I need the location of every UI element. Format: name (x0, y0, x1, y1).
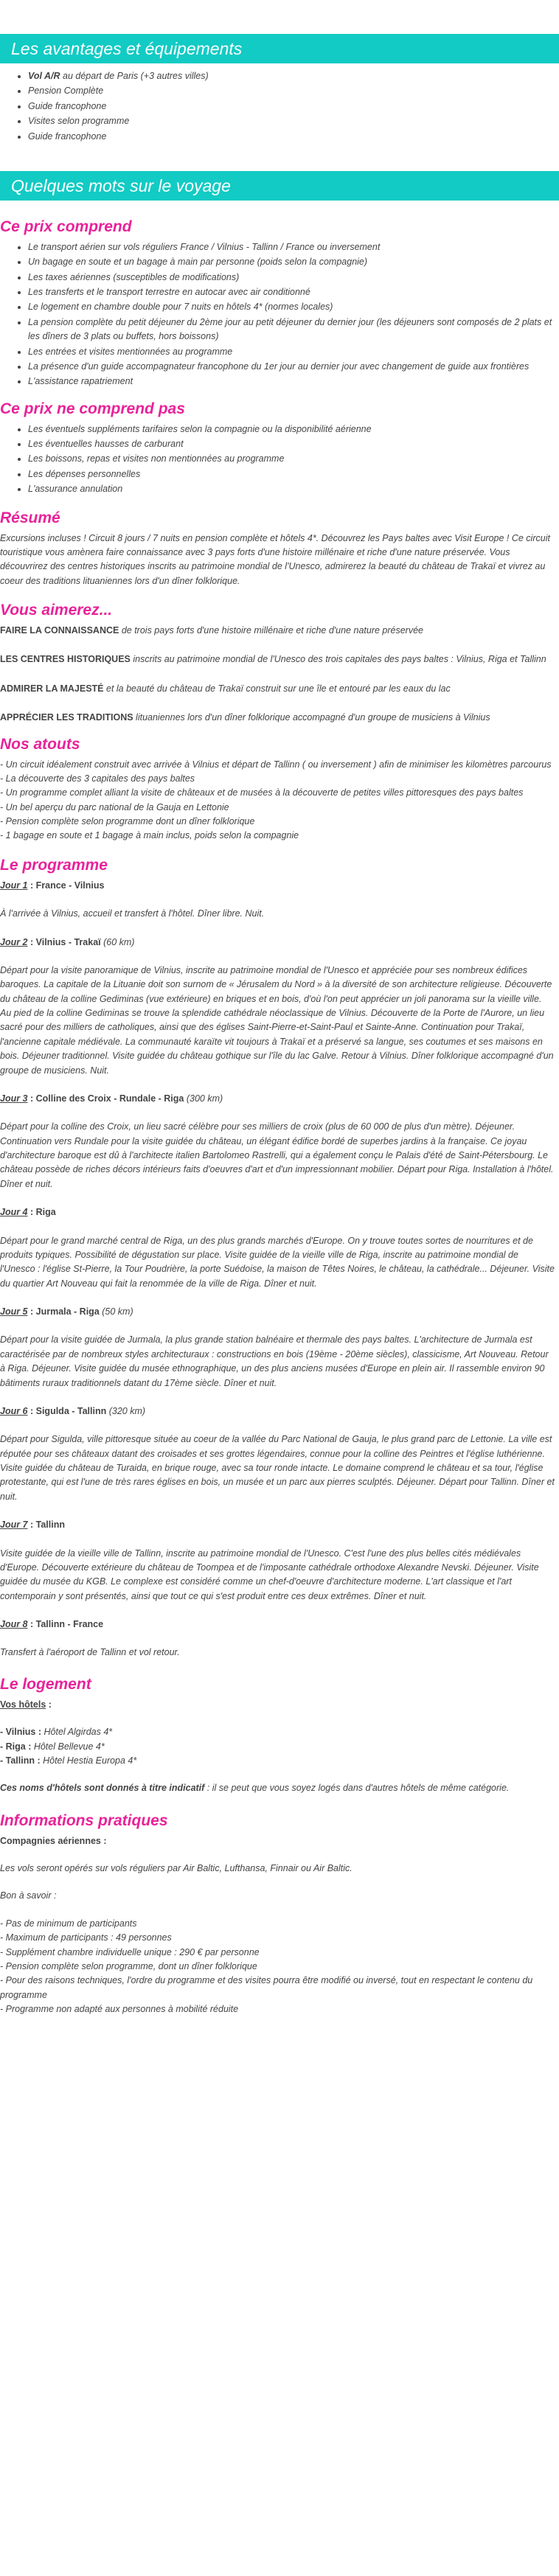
day-text: Départ pour la visite guidée de Jurmala, la plus grande station balnéaire et thermale des pays baltes. L'architecture de Jurmala est caractérisée par de nombreux styles architecturaux : constructions en bois (19ème - 20ème siècles), classicisme, Art Nouveau. Retour à Riga. Déjeuner. Visite guidée du musée ethnographique, un des plus anciens musées d'Europe en plein air. Il rassemble environ 90 bâtiments ruraux traditionnels datant du 17ème siècle. Dîner et nuit. (0, 1334, 549, 1388)
list-item: • Un bagage en soute et un bagage à main par personne (poids selon la compagnie) (28, 255, 555, 269)
day-label: Jour 3 (0, 1093, 28, 1104)
heading-resume: Résumé (0, 509, 60, 526)
info-item: - Pas de minimum de participants (0, 1918, 137, 1929)
bon-label: Bon à savoir : (0, 1890, 57, 1901)
avantage-item-text: Guide francophone (28, 130, 107, 142)
hotel-name: Hôtel Bellevue 4* (31, 1741, 105, 1752)
day-title (0, 1092, 555, 1106)
day-name: : Riga (27, 1207, 56, 1218)
list-item: • L'assistance rapatriement (28, 375, 555, 389)
logement-sub-suffix: : (46, 1699, 52, 1710)
day-label: Jour 1 (0, 880, 28, 891)
aimerez-item (0, 682, 555, 696)
day-name: : Colline des Croix - Rundale - Riga (27, 1093, 184, 1104)
day-name: : France - Vilnius (27, 880, 105, 891)
day-distance: (50 km) (99, 1306, 133, 1317)
logement-note-bold: Ces noms d'hôtels sont donnés à titre indicatif (0, 1783, 205, 1794)
atouts-list (0, 758, 555, 843)
list-item: • Les boissons, repas et visites non mentionnées au programme (28, 452, 555, 466)
day-title (0, 1518, 555, 1532)
avantage-item-text: Guide francophone (28, 100, 107, 111)
list-item: • L'assurance annulation (28, 482, 555, 496)
day-text: Transfert à l'aéroport de Tallinn et vol retour. (0, 1647, 180, 1658)
hotel-item (0, 1725, 555, 1739)
atout-item: - Un circuit idéalement construit avec arrivée à Vilnius et départ de Tallinn ( ou inversement ) afin de minimiser les kilomètres parcourus (0, 759, 552, 770)
list-item: • Les taxes aériennes (susceptibles de modifications) (28, 271, 555, 285)
avantage-item (28, 114, 559, 128)
day-title (0, 1404, 555, 1418)
day-title (0, 1305, 555, 1319)
aimerez-item-text: inscrits au patrimoine mondial de l'Unesco des trois capitales des pays baltes : Vilnius, Riga et Tallinn (130, 654, 546, 665)
day-text: À l'arrivée à Vilnius, accueil et transfert à l'hôtel. Dîner libre. Nuit. (0, 908, 265, 919)
section-banner-avantages: Les avantages et équipements (0, 34, 559, 63)
aimerez-item (0, 711, 555, 725)
avantage-item (28, 100, 559, 114)
hotel-item (0, 1740, 555, 1754)
heading-comprend: Ce prix comprend (0, 217, 132, 235)
atout-item: - Un programme complet alliant la visite de châteaux et de musées à la découverte de petites villes pittoresques des pays baltes (0, 787, 524, 798)
resume-text: Excursions incluses ! Circuit 8 jours / 7 nuits en pension complète et hôtels 4*. Découvrez les Pays baltes avec Visit Europe ! Ce circuit touristique vous amènera faire connaissance avec 3 pays forts d'une histoire millénaire et riche d'une nature préservée. Vous découvrirez des centres historiques inscrits au patrimoine mondial de l'Unesco, admirerez la beauté du château de Trakaï et vivrez au coeur des traditions lituaniennes lors d'un dîner folklorique. (0, 532, 550, 586)
aimerez-item (0, 624, 555, 638)
day-text: Départ pour le grand marché central de Riga, un des plus grands marchés d'Europe. On y trouve toutes sortes de nourritures et de produits typiques. Possibilité de dégustation sur place. Visite guidée de la vieille ville de Riga, inscrite au patrimoine mondial de l'Unesco : l'église St-Pierre, la Tour Poudrière, la porte Suédoise, la maison de Têtes Noires, le château, la cathédrale... Déjeuner. Visite du quartier Art Nouveau qui fait la renommée de la ville de Riga. Dîner et nuit. (0, 1235, 555, 1289)
programme-days (0, 879, 555, 1674)
comprend-list (0, 240, 555, 389)
day-title (0, 936, 555, 950)
day-text: Départ pour Sigulda, ville pittoresque située au coeur de la vallée du Parc National de Gauja, le plus grand parc de Lettonie. La ville est réputée pour ses châteaux datant des croisades et ses grottes légendaires, connue pour la colline des Peintres et l'église luthérienne. Visite guidée du château de Turaida, en brique rouge, avec sa tour ronde intacte. Le domaine comprend le château et sa tour, l'église protestante, qui est l'une de très rares églises en bois, un musée et un parc aux pierres sculptés. Déjeuner. Départ pour Tallinn. Dîner et nuit. (0, 1434, 555, 1502)
hotel-city: - Vilnius : (0, 1727, 42, 1738)
avantage-item-bold: Vol A/R (28, 71, 60, 81)
hotel-city: - Tallinn : (0, 1755, 41, 1766)
aimerez-item (0, 652, 555, 666)
info-item: - Maximum de participants : 49 personnes (0, 1932, 172, 1943)
info-item: - Pour des raisons techniques, l'ordre du programme et des visites pourra être modifié ou inversé, tout en respectant le contenu du programme (0, 1975, 533, 2000)
heading-programme: Le programme (0, 856, 108, 874)
avantage-item (28, 69, 559, 83)
hotels-list (0, 1725, 555, 1768)
day-label: Jour 8 (0, 1619, 28, 1629)
heading-ne-comprend: Ce prix ne comprend pas (0, 400, 185, 417)
heading-infos: Informations pratiques (0, 1811, 168, 1829)
hotel-name: Hôtel Hestia Europa 4* (40, 1755, 137, 1766)
day-label: Jour 2 (0, 936, 28, 947)
atout-item: - 1 bagage en soute et 1 bagage à main inclus, poids selon la compagnie (0, 830, 299, 841)
info-item: - Pension complète selon programme, dont un dîner folklorique (0, 1960, 257, 1971)
day-title (0, 1618, 555, 1632)
day-text: Départ pour la colline des Croix, un lieu sacré célèbre pour ses milliers de croix (plus de 60 000 de plus d'un mètre). Déjeuner. Continuation vers Rundale pour la visite guidée du château, un élégant édifice bordé de superbes jardins à la française. Ce joyau d'architecture baroque est dû à l'architecte italien Bartolomeo Rastrelli, qui a également conçu le Palais d'été de Saint-Pétersbourg. Le château possède de riches décors intérieurs faits d'oeuvres d'art et d'un impressionnant mobilier. Départ pour Riga. Installation à l'hôtel. Dîner et nuit. (0, 1121, 554, 1189)
info-item: - Supplément chambre individuelle unique : 290 € par personne (0, 1946, 260, 1957)
day-name: : Tallinn (27, 1520, 65, 1531)
avantage-item (28, 130, 559, 144)
section-banner-mots: Quelques mots sur le voyage (0, 171, 559, 201)
logement-sub-label: Vos hôtels (0, 1699, 46, 1710)
day-distance: (60 km) (100, 936, 135, 947)
hotel-item (0, 1754, 555, 1768)
infos-list (0, 1917, 555, 2017)
avantage-item (28, 84, 559, 98)
companies-label: Compagnies aériennes : (0, 1835, 107, 1846)
aimerez-item-text: et la beauté du château de Trakaï construit sur une île et entouré par les eaux du lac (103, 683, 451, 694)
aimerez-item-bold: APPRÉCIER LES TRADITIONS (0, 712, 133, 723)
logement-note-rest: : il se peut que vous soyez logés dans d'autres hôtels de même catégorie. (204, 1783, 510, 1794)
heading-logement: Le logement (0, 1675, 91, 1693)
list-item: • Les éventuels suppléments tarifaires selon la compagnie ou la disponibilité aérienne (28, 422, 555, 436)
aimerez-item-bold: LES CENTRES HISTORIQUES (0, 654, 131, 665)
hotel-name: Hôtel Algirdas 4* (41, 1727, 113, 1738)
day-text: Départ pour la visite panoramique de Vilnius, inscrite au patrimoine mondial de l'Unesco et appréciée pour ses nombreux édifices baroques. La capitale de la Lituanie doit son surnom de « Jérusalem du Nord » à la diversité de son architecture religieuse. Découverte du château de la colline Gediminas (vue extérieure) en briques et en bois, d'où l'on peut apprécier un joli panorama sur la vieille ville. Au pied de la colline Gediminas se trouve la splendide cathédrale néoclassique de Vilnius. Découverte de la Porte de l'Aurore, un lieu sacré pour des milliers de catholiques, ainsi que des églises Saint-Pierre-et-Saint-Paul et Sainte-Anne. Continuation pour Trakaï, l'ancienne capitale médiévale. La communauté karaïte vit toujours à Trakaï et a préservé sa langue, ses coutumes et ses maisons en bois. Déjeuner traditionnel. Visite guidée du château gothique sur l'île du lac Galve. Retour à Vilnius. Dîner folklorique accompagné d'un groupe de musiciens. Nuit. (0, 964, 554, 1076)
info-item: - Programme non adapté aux personnes à mobilité réduite (0, 2004, 239, 2014)
ne-comprend-list (0, 422, 555, 497)
list-item: • Les dépenses personnelles (28, 467, 555, 481)
list-item: • La pension complète du petit déjeuner du 2ème jour au petit déjeuner du dernier jour (les déjeuners sont composés de 2 plats et les dîners de 3 plats ou buffets, hors boissons) (28, 316, 555, 344)
day-distance: (300 km) (184, 1093, 223, 1104)
companies-text: Les vols seront opérés sur vols réguliers par Air Baltic, Lufthansa, Finnair ou Air Baltic. (0, 1863, 353, 1873)
day-distance: (320 km) (106, 1405, 146, 1416)
logement-sub (0, 1698, 555, 1712)
logement-note (0, 1781, 555, 1795)
atout-item: - Un bel aperçu du parc national de la Gauja en Lettonie (0, 801, 229, 812)
day-label: Jour 6 (0, 1405, 28, 1416)
aimerez-item-text: lituaniennes lors d'un dîner folklorique accompagné d'un groupe de musiciens à Vilnius (133, 712, 490, 723)
avantage-item-text: Visites selon programme (28, 116, 130, 127)
hotel-city: - Riga : (0, 1741, 32, 1752)
aimerez-item-bold: FAIRE LA CONNAISSANCE (0, 625, 119, 636)
aimerez-item-text: de trois pays forts d'une histoire millénaire et riche d'une nature préservée (119, 625, 423, 636)
list-item: • Les transferts et le transport terrestre en autocar avec air conditionné (28, 285, 555, 299)
day-name: : Sigulda - Tallinn (27, 1405, 107, 1416)
aimerez-list (0, 624, 555, 725)
list-item: • Les éventuelles hausses de carburant (28, 437, 555, 451)
heading-aimerez: Vous aimerez... (0, 602, 113, 619)
list-item: • La présence d'un guide accompagnateur francophone du 1er jour au dernier jour avec changement de guide aux frontières (28, 360, 555, 374)
heading-atouts: Nos atouts (0, 735, 80, 753)
atout-item: - La découverte des 3 capitales des pays baltes (0, 773, 195, 784)
day-title (0, 879, 555, 893)
avantage-item-text: au départ de Paris (+3 autres villes) (60, 71, 209, 81)
list-item: • Le transport aérien sur vols réguliers France / Vilnius - Tallinn / France ou inversement (28, 240, 555, 254)
avantage-item-text: Pension Complète (28, 86, 104, 97)
atout-item: - Pension complète selon programme dont un dîner folklorique (0, 816, 255, 826)
day-label: Jour 7 (0, 1520, 28, 1531)
day-name: : Jurmala - Riga (27, 1306, 100, 1317)
day-name: : Vilnius - Trakaï (27, 936, 101, 947)
aimerez-item-bold: ADMIRER LA MAJESTÉ (0, 683, 104, 694)
day-text: Visite guidée de la vieille ville de Tallinn, inscrite au patrimoine mondial de l'Unesco. C'est l'une des plus belles cités médiévales d'Europe. Découverte extérieure du château de Toompea et de l'imposante cathédrale orthodoxe Alexandre Nevski. Déjeuner. Visite guidée du musée du KGB. Le complexe est considéré comme un chef-d'oeuvre d'architecture moderne. L'art classique et l'art contemporain y sont présentés, ainsi que tout ce qui s'est produit entre ces deux extrêmes. Dîner et nuit. (0, 1548, 539, 1601)
day-label: Jour 5 (0, 1306, 28, 1317)
day-label: Jour 4 (0, 1207, 28, 1218)
list-item: • Le logement en chambre double pour 7 nuits en hôtels 4* (normes locales) (28, 300, 555, 314)
avantages-list (0, 69, 559, 144)
day-title (0, 1205, 555, 1219)
list-item: • Les entrées et visites mentionnées au programme (28, 345, 555, 359)
day-name: : Tallinn - France (27, 1619, 104, 1629)
